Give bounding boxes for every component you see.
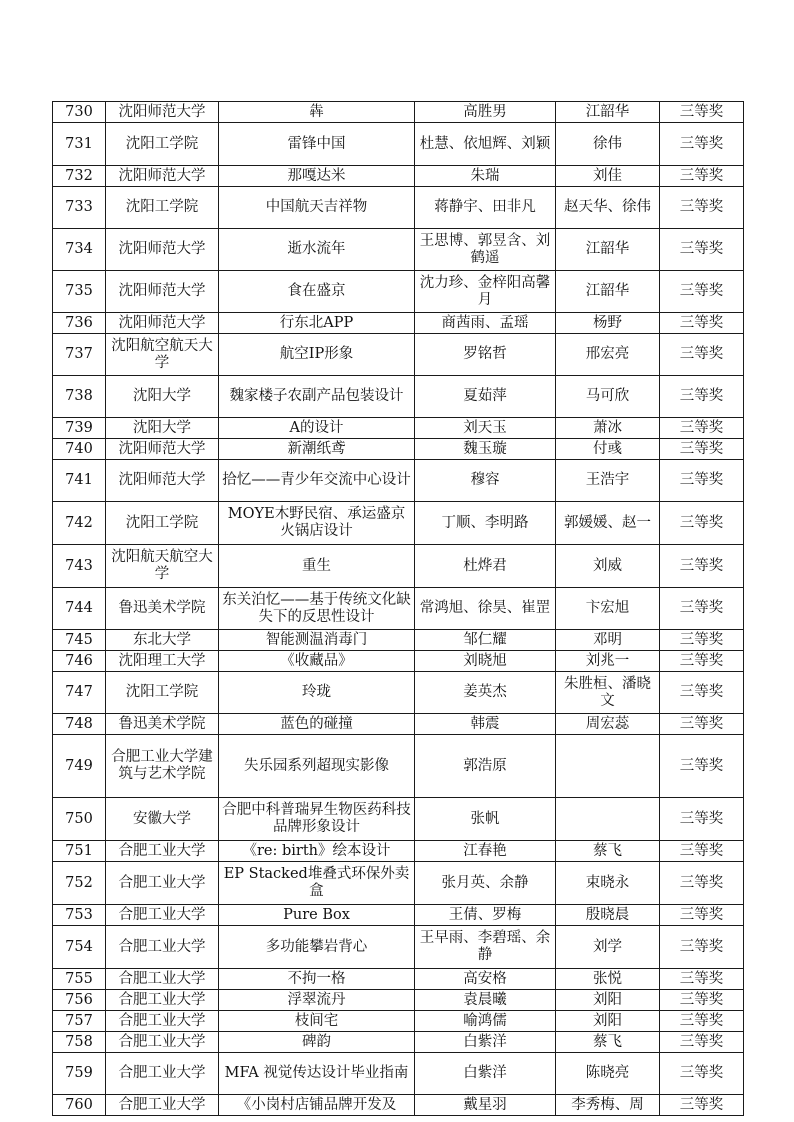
table-row [53,313,744,334]
cell-names: 郭浩原 [415,735,556,798]
cell-no: 731 [53,123,106,166]
cell-award: 三等奖 [660,376,744,418]
table-row [53,926,744,969]
cell-school: 合肥工业大学 [106,841,219,862]
table-row [53,187,744,229]
cell-advisor: 刘学 [556,926,660,969]
cell-names: 沈力珍、金梓阳高馨月 [415,271,556,313]
cell-names: 袁晨曦 [415,990,556,1011]
cell-title: 枝间宅 [219,1011,415,1032]
cell-no: 752 [53,862,106,905]
table-row [53,1095,744,1116]
cell-title: 玲珑 [219,672,415,714]
table-row [53,672,744,714]
cell-award: 三等奖 [660,502,744,545]
cell-school: 沈阳工学院 [106,187,219,229]
cell-names: 张月英、余静 [415,862,556,905]
cell-award: 三等奖 [660,460,744,502]
cell-names: 魏玉璇 [415,439,556,460]
cell-no: 734 [53,229,106,271]
cell-names: 张帆 [415,798,556,841]
cell-no: 738 [53,376,106,418]
cell-no: 740 [53,439,106,460]
cell-school: 沈阳工学院 [106,672,219,714]
cell-names: 杜烨君 [415,545,556,588]
table-row [53,418,744,439]
cell-award: 三等奖 [660,905,744,926]
cell-title: EP Stacked堆叠式环保外卖盒 [219,862,415,905]
cell-names: 韩震 [415,714,556,735]
cell-advisor: 束晓永 [556,862,660,905]
cell-advisor: 殷晓晨 [556,905,660,926]
cell-title: 逝水流年 [219,229,415,271]
table-row [53,123,744,166]
cell-no: 756 [53,990,106,1011]
cell-award: 三等奖 [660,545,744,588]
cell-advisor: 张悦 [556,969,660,990]
cell-advisor: 江韶华 [556,102,660,123]
cell-title: 失乐园系列超现实影像 [219,735,415,798]
cell-award: 三等奖 [660,990,744,1011]
cell-award: 三等奖 [660,1011,744,1032]
cell-names: 罗铭哲 [415,334,556,376]
table-row [53,102,744,123]
table-row [53,1011,744,1032]
table-row [53,334,744,376]
cell-school: 合肥工业大学建筑与艺术学院 [106,735,219,798]
table-row [53,990,744,1011]
cell-advisor: 萧冰 [556,418,660,439]
cell-advisor [556,735,660,798]
cell-advisor: 赵天华、徐伟 [556,187,660,229]
cell-school: 鲁迅美术学院 [106,714,219,735]
cell-school: 合肥工业大学 [106,1011,219,1032]
cell-advisor: 江韶华 [556,229,660,271]
cell-award: 三等奖 [660,714,744,735]
cell-award: 三等奖 [660,271,744,313]
cell-title: 碑韵 [219,1032,415,1053]
cell-school: 沈阳工学院 [106,123,219,166]
cell-no: 743 [53,545,106,588]
cell-names: 刘天玉 [415,418,556,439]
cell-advisor: 邢宏亮 [556,334,660,376]
cell-award: 三等奖 [660,229,744,271]
cell-advisor: 朱胜桓、潘晓文 [556,672,660,714]
cell-school: 合肥工业大学 [106,1032,219,1053]
table-row [53,545,744,588]
cell-names: 高胜男 [415,102,556,123]
cell-title: 重生 [219,545,415,588]
cell-advisor: 刘威 [556,545,660,588]
cell-title: 行东北APP [219,313,415,334]
cell-title: 不拘一格 [219,969,415,990]
cell-school: 沈阳师范大学 [106,166,219,187]
cell-award: 三等奖 [660,1032,744,1053]
cell-title: 航空IP形象 [219,334,415,376]
cell-school: 鲁迅美术学院 [106,588,219,630]
cell-advisor: 卞宏旭 [556,588,660,630]
cell-no: 759 [53,1053,106,1095]
cell-award: 三等奖 [660,926,744,969]
cell-no: 753 [53,905,106,926]
cell-title: 东关泊忆——基于传统文化缺失下的反思性设计 [219,588,415,630]
cell-school: 沈阳师范大学 [106,229,219,271]
cell-names: 朱瑞 [415,166,556,187]
cell-award: 三等奖 [660,102,744,123]
cell-title: 浮翠流丹 [219,990,415,1011]
cell-no: 741 [53,460,106,502]
cell-advisor: 徐伟 [556,123,660,166]
cell-school: 合肥工业大学 [106,969,219,990]
table-row [53,1053,744,1095]
cell-advisor: 蔡飞 [556,1032,660,1053]
cell-no: 744 [53,588,106,630]
cell-no: 749 [53,735,106,798]
cell-school: 沈阳师范大学 [106,460,219,502]
cell-title: 多功能攀岩背心 [219,926,415,969]
table-row [53,1032,744,1053]
cell-advisor [556,798,660,841]
cell-title: 中国航天吉祥物 [219,187,415,229]
cell-names: 丁顺、李明路 [415,502,556,545]
cell-names: 白紫洋 [415,1032,556,1053]
cell-advisor: 刘阳 [556,1011,660,1032]
cell-no: 748 [53,714,106,735]
table-row [53,798,744,841]
cell-award: 三等奖 [660,123,744,166]
cell-no: 737 [53,334,106,376]
cell-school: 合肥工业大学 [106,926,219,969]
cell-names: 商茜雨、孟瑶 [415,313,556,334]
cell-title: 新潮纸鸢 [219,439,415,460]
cell-no: 742 [53,502,106,545]
table-row [53,862,744,905]
cell-advisor: 刘兆一 [556,651,660,672]
cell-award: 三等奖 [660,1095,744,1116]
table-row [53,229,744,271]
table-row [53,841,744,862]
cell-names: 夏茹萍 [415,376,556,418]
cell-title: 《小岗村店铺品牌开发及 [219,1095,415,1116]
cell-award: 三等奖 [660,418,744,439]
cell-award: 三等奖 [660,735,744,798]
cell-school: 合肥工业大学 [106,1095,219,1116]
cell-school: 合肥工业大学 [106,990,219,1011]
cell-award: 三等奖 [660,841,744,862]
cell-school: 东北大学 [106,630,219,651]
cell-school: 合肥工业大学 [106,1053,219,1095]
cell-advisor: 陈晓亮 [556,1053,660,1095]
cell-title: 雷锋中国 [219,123,415,166]
cell-advisor: 王浩宇 [556,460,660,502]
cell-award: 三等奖 [660,651,744,672]
cell-no: 751 [53,841,106,862]
cell-school: 沈阳师范大学 [106,439,219,460]
cell-names: 江春艳 [415,841,556,862]
cell-names: 王早雨、李碧瑶、余静 [415,926,556,969]
table-row [53,905,744,926]
cell-title: MFA 视觉传达设计毕业指南 [219,1053,415,1095]
table-row [53,588,744,630]
cell-title: 《收藏品》 [219,651,415,672]
cell-names: 常鸿旭、徐昊、崔罡 [415,588,556,630]
cell-award: 三等奖 [660,672,744,714]
cell-advisor: 蔡飞 [556,841,660,862]
table-row [53,502,744,545]
cell-advisor: 李秀梅、周 [556,1095,660,1116]
cell-award: 三等奖 [660,439,744,460]
table-row [53,271,744,313]
cell-names: 戴星羽 [415,1095,556,1116]
cell-award: 三等奖 [660,588,744,630]
cell-no: 739 [53,418,106,439]
cell-school: 合肥工业大学 [106,905,219,926]
cell-award: 三等奖 [660,1053,744,1095]
cell-award: 三等奖 [660,630,744,651]
cell-title: 拾忆——青少年交流中心设计 [219,460,415,502]
cell-no: 746 [53,651,106,672]
cell-names: 穆容 [415,460,556,502]
cell-advisor: 邓明 [556,630,660,651]
cell-no: 747 [53,672,106,714]
cell-advisor: 刘佳 [556,166,660,187]
cell-title: 食在盛京 [219,271,415,313]
cell-award: 三等奖 [660,187,744,229]
cell-names: 姜英杰 [415,672,556,714]
cell-award: 三等奖 [660,969,744,990]
cell-names: 蒋静宇、田非凡 [415,187,556,229]
cell-school: 沈阳航天航空大学 [106,545,219,588]
cell-no: 758 [53,1032,106,1053]
table-row [53,630,744,651]
cell-advisor: 刘阳 [556,990,660,1011]
cell-no: 733 [53,187,106,229]
cell-advisor: 郭媛媛、赵一 [556,502,660,545]
cell-award: 三等奖 [660,313,744,334]
table-row [53,439,744,460]
cell-no: 730 [53,102,106,123]
cell-title: 那嘎达米 [219,166,415,187]
cell-advisor: 江韶华 [556,271,660,313]
awards-table-body [53,102,744,1116]
cell-title: 《re: birth》绘本设计 [219,841,415,862]
cell-no: 754 [53,926,106,969]
cell-award: 三等奖 [660,798,744,841]
cell-names: 刘晓旭 [415,651,556,672]
cell-school: 沈阳师范大学 [106,102,219,123]
cell-title: Pure Box [219,905,415,926]
table-row [53,376,744,418]
cell-no: 745 [53,630,106,651]
cell-no: 755 [53,969,106,990]
cell-advisor: 杨野 [556,313,660,334]
table-row [53,735,744,798]
cell-title: 合肥中科普瑞昇生物医药科技品牌形象设计 [219,798,415,841]
awards-table [52,101,744,1116]
cell-school: 合肥工业大学 [106,862,219,905]
cell-names: 王思博、郭昱含、刘鹤遥 [415,229,556,271]
cell-names: 高安格 [415,969,556,990]
cell-award: 三等奖 [660,334,744,376]
table-row [53,460,744,502]
cell-title: 智能测温消毒门 [219,630,415,651]
cell-no: 750 [53,798,106,841]
cell-award: 三等奖 [660,862,744,905]
cell-no: 735 [53,271,106,313]
cell-school: 沈阳理工大学 [106,651,219,672]
cell-names: 邹仁耀 [415,630,556,651]
cell-school: 沈阳航空航天大学 [106,334,219,376]
cell-award: 三等奖 [660,166,744,187]
cell-school: 沈阳大学 [106,376,219,418]
cell-names: 王倩、罗梅 [415,905,556,926]
cell-no: 736 [53,313,106,334]
cell-names: 喻鸿儒 [415,1011,556,1032]
cell-advisor: 马可欣 [556,376,660,418]
cell-advisor: 周宏蕊 [556,714,660,735]
cell-names: 白紫洋 [415,1053,556,1095]
cell-title: 犇 [219,102,415,123]
cell-title: A的设计 [219,418,415,439]
cell-advisor: 付彧 [556,439,660,460]
table-row [53,969,744,990]
cell-school: 沈阳大学 [106,418,219,439]
cell-school: 安徽大学 [106,798,219,841]
table-row [53,166,744,187]
cell-title: 蓝色的碰撞 [219,714,415,735]
cell-school: 沈阳工学院 [106,502,219,545]
cell-no: 760 [53,1095,106,1116]
table-row [53,714,744,735]
cell-title: 魏家楼子农副产品包装设计 [219,376,415,418]
table-row [53,651,744,672]
cell-school: 沈阳师范大学 [106,313,219,334]
cell-school: 沈阳师范大学 [106,271,219,313]
cell-title: MOYE木野民宿、承运盛京火锅店设计 [219,502,415,545]
cell-no: 732 [53,166,106,187]
cell-names: 杜慧、依旭辉、刘颖 [415,123,556,166]
cell-no: 757 [53,1011,106,1032]
